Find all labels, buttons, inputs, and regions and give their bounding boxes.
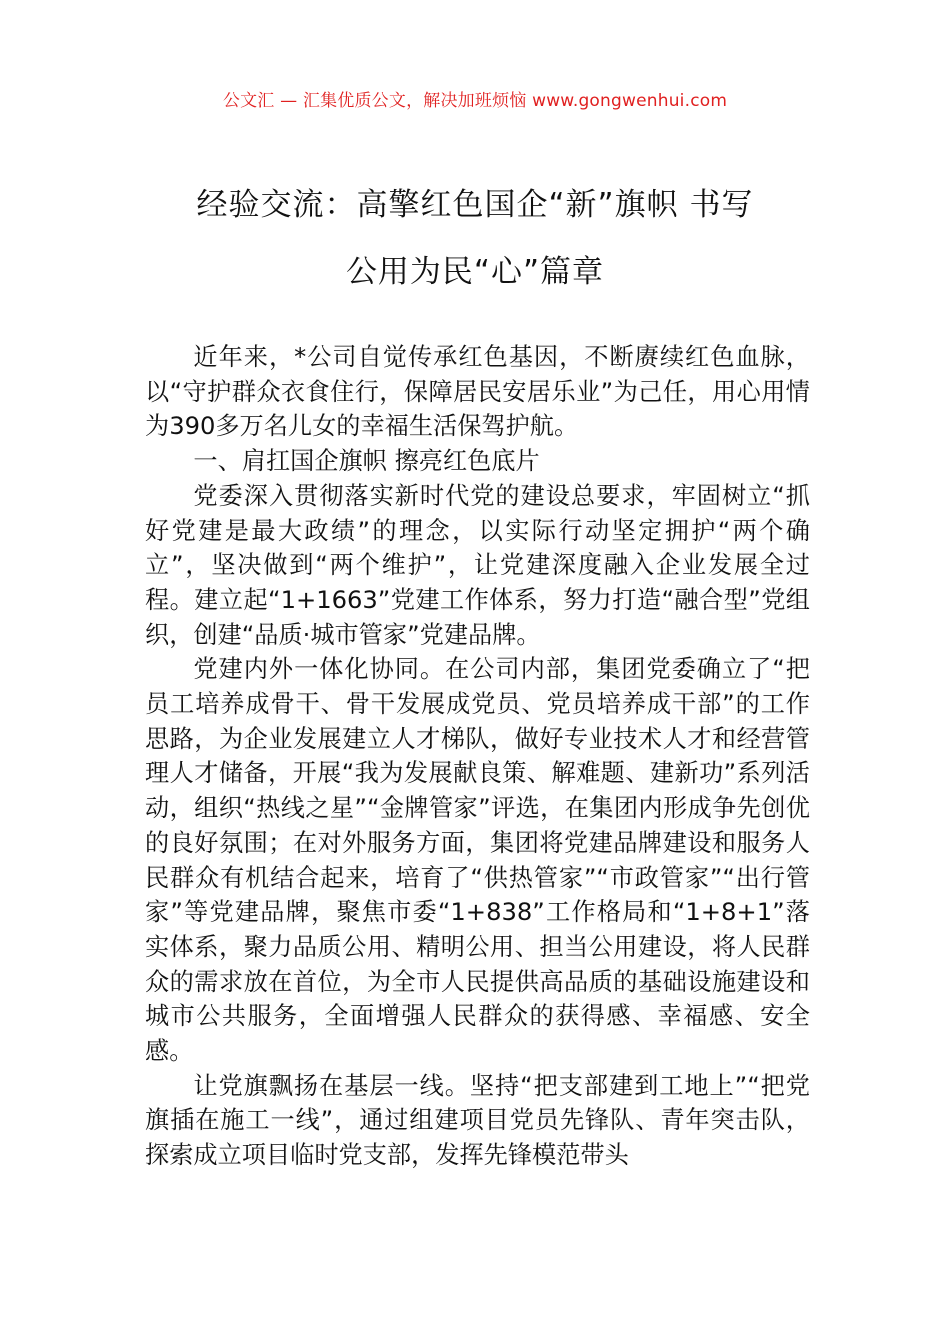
intro-paragraph: 近年来，*公司自觉传承红色基因，不断赓续红色血脉，以“守护群众衣食住行，保障居民安居乐业”为己任，用心用情为390多万名儿女的幸福生活保驾护航。 bbox=[145, 343, 810, 441]
document-title-line-2: 公用为民“心”篇章 bbox=[345, 254, 605, 290]
document-body bbox=[145, 340, 810, 1173]
document-title-line-1: 经验交流：高擎红色国企“新”旗帜 书写 bbox=[196, 187, 754, 223]
body-paragraph: 党建内外一体化协同。在公司内部，集团党委确立了“把员工培养成骨干、骨干发展成党员、党员培养成干部”的工作思路，为企业发展建立人才梯队，做好专业技术人才和经营管理人才储备，开展“我为发展献良策、解难题、建新功”系列活动，组织“热线之星”“金牌管家”评选，在集团内形成争先创优的良好氛围；在对外服务方面，集团将党建品牌建设和服务人民群众有机结合起来，培育了“供热管家”“市政管家”“出行管家”等党建品牌，聚焦市委“1+838”工作格局和“1+8+1”落实体系，聚力品质公用、精明公用、担当公用建设，将人民群众的需求放在首位，为全市人民提供高品质的基础设施建设和城市公共服务，全面增强人民群众的获得感、幸福感、安全感。 bbox=[145, 655, 810, 1066]
section-heading: 一、肩扛国企旗帜 擦亮红色底片 bbox=[193, 447, 540, 476]
body-paragraph: 让党旗飘扬在基层一线。坚持“把支部建到工地上”“把党旗插在施工一线”，通过组建项目党员先锋队、青年突击队，探索成立项目临时党支部，发挥先锋模范带头 bbox=[145, 1071, 810, 1170]
body-paragraph: 党委深入贯彻落实新时代党的建设总要求，牢固树立“抓好党建是最大政绩”的理念，以实际行动坚定拥护“两个确立”，坚决做到“两个维护”，让党建深度融入企业发展全过程。建立起“1+1663”党建工作体系，努力打造“融合型”党组织，创建“品质·城市管家”党建品牌。 bbox=[145, 481, 810, 649]
watermark-header: 公文汇 — 汇集优质公文，解决加班烦恼 www.gongwenhui.com bbox=[222, 91, 728, 111]
